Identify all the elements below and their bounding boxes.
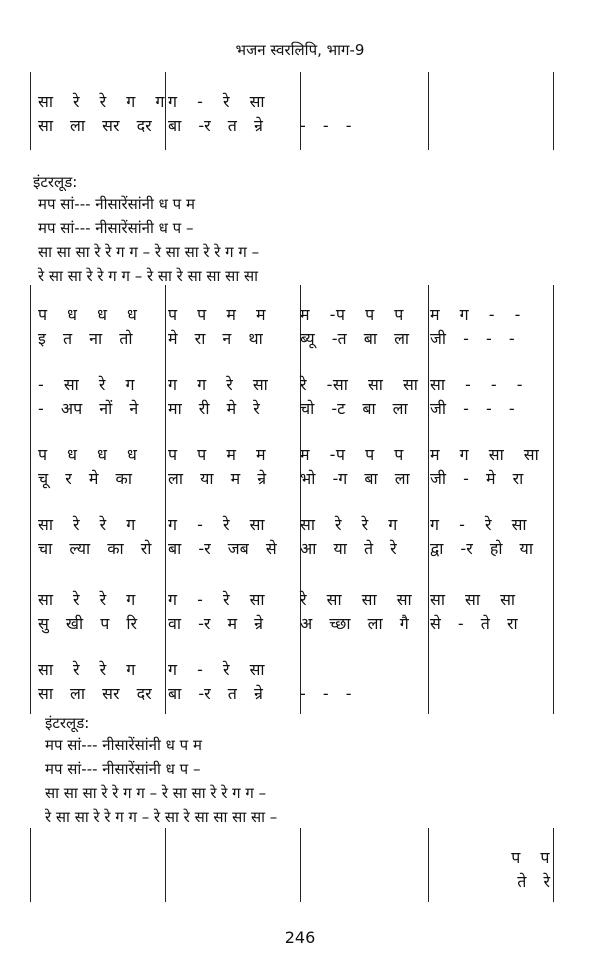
measure-barline xyxy=(30,570,31,648)
measure-barline xyxy=(428,828,429,902)
lyric-line: बा -र जब से xyxy=(168,539,277,558)
measure-barline xyxy=(30,355,31,429)
svara-line: ग - रे सा xyxy=(168,515,266,534)
measure-barline xyxy=(428,285,429,359)
measure-barline xyxy=(428,72,429,150)
svara-line: प प xyxy=(511,848,550,867)
svara-line: सा रे रे ग ग xyxy=(38,92,165,111)
svara-line: ग - रे सा xyxy=(168,92,266,111)
interlude-line: सा सा सा रे रे ग ग – रे सा सा रे रे ग ग – xyxy=(38,243,260,261)
measure-barline xyxy=(300,72,301,150)
svara-line: सा रे रे ग xyxy=(38,660,136,679)
interlude-line: मप सां--- नीसारेंसांनी ध प – xyxy=(45,760,201,778)
lyric-line: मे रा न था xyxy=(168,329,263,348)
lyric-line: अ च्छा ला गै xyxy=(300,614,409,633)
lyric-line: द्वा -र हो या xyxy=(430,539,533,558)
svara-line: म -प प प xyxy=(300,305,404,324)
interlude-line: मप सां--- नीसारेंसांनी ध प म xyxy=(38,195,195,213)
measure-barline xyxy=(428,495,429,573)
svara-line: प प म म xyxy=(168,445,267,464)
svara-line: सा - - - xyxy=(430,375,524,394)
lyric-line: चू र मे का xyxy=(38,469,132,488)
lyric-line: ब्यू -त बा ला xyxy=(300,329,410,348)
svara-line: सा सा सा xyxy=(430,590,516,609)
lyric-line: ला या म न्रे xyxy=(168,469,267,488)
measure-barline xyxy=(553,570,554,648)
page-header: भजन स्वरलिपि, भाग-9 xyxy=(235,41,365,59)
measure-barline xyxy=(553,425,554,499)
svara-line: प प म म xyxy=(168,305,267,324)
measure-barline xyxy=(553,285,554,359)
lyric-line: मा री मे रे xyxy=(168,399,260,418)
lyric-line: भो -ग बा ला xyxy=(300,469,410,488)
interlude-label: इंटरलूड: xyxy=(33,173,78,191)
measure-barline xyxy=(165,355,166,429)
svara-line: म -प प प xyxy=(300,445,404,464)
lyric-line: वा -र म न्रे xyxy=(168,614,264,633)
measure-barline xyxy=(428,355,429,429)
interlude-line: रे सा सा रे रे ग ग – रे सा रे सा सा सा सा – xyxy=(45,808,278,826)
measure-barline xyxy=(553,72,554,150)
measure-barline xyxy=(165,640,166,714)
measure-barline xyxy=(428,425,429,499)
lyric-line: जी - - - xyxy=(430,399,515,418)
measure-barline xyxy=(165,72,166,150)
measure-barline xyxy=(428,640,429,714)
measure-barline xyxy=(30,495,31,573)
lyric-line: जी - - - xyxy=(430,329,515,348)
lyric-line: सु खी प रि xyxy=(38,614,138,633)
lyric-line: ते रे xyxy=(517,872,550,891)
interlude-line: रे सा सा रे रे ग ग – रे सा रे सा सा सा सा xyxy=(38,267,258,285)
measure-barline xyxy=(165,570,166,648)
svara-line: ग - रे सा xyxy=(168,590,266,609)
svara-line: सा रे रे ग xyxy=(300,515,398,534)
svara-line: - सा रे ग xyxy=(38,375,136,394)
page-number: 246 xyxy=(284,928,316,947)
svara-line: प ध ध ध xyxy=(38,445,138,464)
svara-line: सा रे रे ग xyxy=(38,590,136,609)
lyric-line: - - - xyxy=(300,116,352,135)
measure-barline xyxy=(30,285,31,359)
lyric-line: जी - मे रा xyxy=(430,469,524,488)
interlude-line: मप सां--- नीसारेंसांनी ध प म xyxy=(45,736,202,754)
svara-line: रे सा सा सा xyxy=(300,590,413,609)
svara-line: ग - रे सा xyxy=(430,515,528,534)
svara-line: प ध ध ध xyxy=(38,305,138,324)
measure-barline xyxy=(30,828,31,902)
measure-barline xyxy=(165,285,166,359)
lyric-line: से - ते रा xyxy=(430,614,518,633)
lyric-line: - अप नों ने xyxy=(38,399,139,418)
measure-barline xyxy=(300,828,301,902)
measure-barline xyxy=(553,355,554,429)
svara-line: म ग - - xyxy=(430,305,521,324)
interlude-line: सा सा सा रे रे ग ग – रे सा सा रे रे ग ग – xyxy=(45,784,267,802)
measure-barline xyxy=(553,640,554,714)
measure-barline xyxy=(30,425,31,499)
lyric-line: आ या ते रे xyxy=(300,539,397,558)
measure-barline xyxy=(553,495,554,573)
svara-line: म ग सा सा xyxy=(430,445,540,464)
lyric-line: सा ला सर दर xyxy=(38,116,152,135)
lyric-line: बा -र त न्रे xyxy=(168,684,263,703)
interlude-label: इंटरलूड: xyxy=(45,714,90,732)
lyric-line: बा -र त न्रे xyxy=(168,116,263,135)
lyric-line: - - - xyxy=(300,684,352,703)
measure-barline xyxy=(165,495,166,573)
lyric-line: इ त ना तो xyxy=(38,329,133,348)
lyric-line: चा ल्या का रो xyxy=(38,539,152,558)
measure-barline xyxy=(30,72,31,150)
lyric-line: चो -ट बा ला xyxy=(300,399,408,418)
svara-line: ग - रे सा xyxy=(168,660,266,679)
interlude-line: मप सां--- नीसारेंसांनी ध प – xyxy=(38,219,194,237)
measure-barline xyxy=(165,425,166,499)
measure-barline xyxy=(165,828,166,902)
lyric-line: सा ला सर दर xyxy=(38,684,152,703)
svara-line: ग ग रे सा xyxy=(168,375,269,394)
svara-line: सा रे रे ग xyxy=(38,515,136,534)
measure-barline xyxy=(30,640,31,714)
measure-barline xyxy=(553,828,554,902)
svara-line: रे -सा सा सा xyxy=(300,375,419,394)
measure-barline xyxy=(428,570,429,648)
